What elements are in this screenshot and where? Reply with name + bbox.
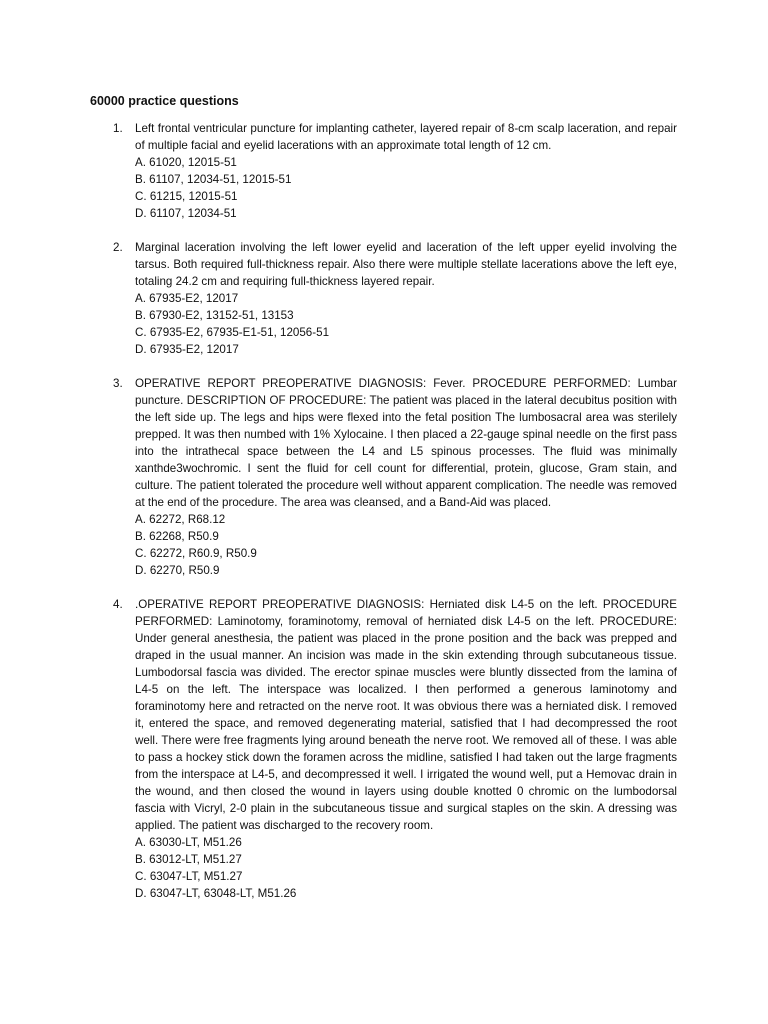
answer-option: A. 63030-LT, M51.26	[135, 836, 242, 849]
question-item	[0, 239, 768, 358]
question-number: 2.	[113, 241, 123, 254]
question-number: 3.	[113, 377, 123, 390]
answer-option: C. 63047-LT, M51.27	[135, 870, 243, 883]
answer-options	[135, 834, 677, 902]
question-item	[0, 375, 768, 579]
page-title: 60000 practice questions	[90, 94, 239, 108]
answer-option: C. 67935-E2, 67935-E1-51, 12056-51	[135, 326, 330, 339]
question-text: .OPERATIVE REPORT PREOPERATIVE DIAGNOSIS: Herniated disk L4-5 on the left. PROCEDURE PERFORMED: Laminotomy, foraminotomy, removal of herniated disk L4-5 on the left. PROCEDURE: Under general anesthesia, the patient was placed in the prone position and the back was prepped and draped in the usual manner. An incision was made in the skin extending through subcutaneous tissue. Lumbodorsal fascia was divided. The erector spinae muscles were bluntly dissected from the lamina of L4-5 on the left. The interspace was localized. I then performed a generous laminotomy and foraminotomy here and retracted on the nerve root. It was obvious there was a herniated disk. I removed it, entered the space, and removed degenerating material, satisfied that I had decompressed the root well. There were free fragments lying around beneath the nerve root. We removed all of these. I was able to pass a hockey stick down the foramen across the midline, satisfied I had taken out the large fragments from the interspace at L4-5, and decompressed it well. I irrigated the wound well, put a Hemovac drain in the wound, and then closed the wound in layers using double knotted 0 chromic on the lumbodorsal fascia with Vicryl, 2-0 plain in the subcutaneous tissue and surgical staples on the skin. A dressing was applied. The patient was discharged to the recovery room.	[135, 598, 677, 832]
question-text: OPERATIVE REPORT PREOPERATIVE DIAGNOSIS: Fever. PROCEDURE PERFORMED: Lumbar puncture. DESCRIPTION OF PROCEDURE: The patient was placed in the lateral decubitus position with the left side up. The legs and hips were flexed into the fetal position The lumbosacral area was sterilely prepped. It was then numbed with 1% Xylocaine. I then placed a 22-gauge spinal needle on the first pass into the intrathecal space between the L4 and L5 spinous processes. The fluid was minimally xanthde3wochromic. I sent the fluid for cell count for differential, protein, glucose, Gram stain, and culture. The patient tolerated the procedure well without apparent complication. The needle was removed at the end of the procedure. The area was cleansed, and a Band-Aid was placed.	[135, 377, 677, 509]
answer-option: D. 63047-LT, 63048-LT, M51.26	[135, 887, 297, 900]
question-number: 4.	[113, 598, 123, 611]
answer-option: B. 62268, R50.9	[135, 530, 219, 543]
answer-option: B. 63012-LT, M51.27	[135, 853, 242, 866]
answer-option: B. 67930-E2, 13152-51, 13153	[135, 309, 294, 322]
answer-option: A. 67935-E2, 12017	[135, 292, 239, 305]
question-text: Marginal laceration involving the left lower eyelid and laceration of the left upper eyelid involving the tarsus. Both required full-thickness repair. Also there were multiple stellate lacerations above the left eye, totaling 24.2 cm and requiring full-thickness layered repair.	[135, 241, 677, 288]
answer-option: C. 61215, 12015-51	[135, 190, 238, 203]
answer-option: A. 61020, 12015-51	[135, 156, 237, 169]
question-item	[0, 596, 768, 902]
answer-option: C. 62272, R60.9, R50.9	[135, 547, 257, 560]
question-list	[0, 120, 768, 919]
answer-options	[135, 154, 677, 222]
question-item	[0, 120, 768, 222]
answer-options	[135, 290, 677, 358]
answer-option: A. 62272, R68.12	[135, 513, 226, 526]
answer-option: D. 62270, R50.9	[135, 564, 220, 577]
question-text: Left frontal ventricular puncture for implanting catheter, layered repair of 8-cm scalp laceration, and repair of multiple facial and eyelid lacerations with an approximate total length of 12 cm.	[135, 122, 677, 152]
answer-option: D. 67935-E2, 12017	[135, 343, 239, 356]
answer-options	[135, 511, 677, 579]
answer-option: D. 61107, 12034-51	[135, 207, 237, 220]
question-number: 1.	[113, 122, 123, 135]
answer-option: B. 61107, 12034-51, 12015-51	[135, 173, 292, 186]
